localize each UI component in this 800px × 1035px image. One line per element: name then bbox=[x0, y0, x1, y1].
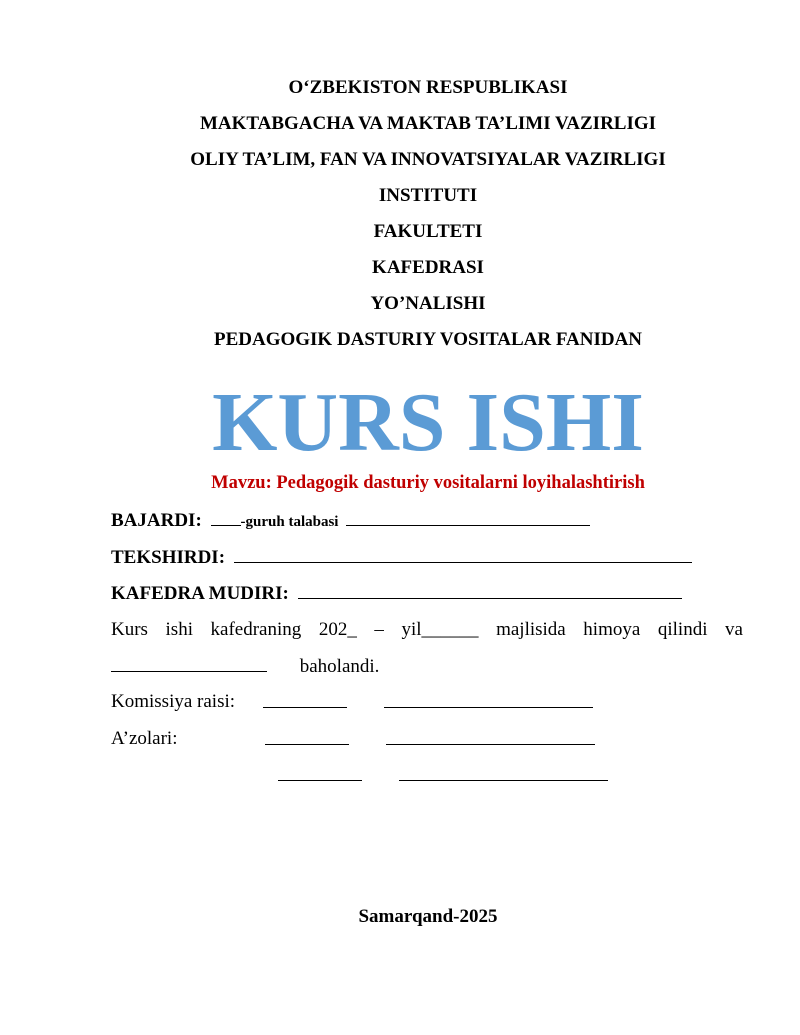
graded-text: baholandi. bbox=[299, 656, 380, 677]
defense-word: 202_ bbox=[318, 619, 357, 640]
header-ministry-preschool: MAKTABGACHA VA MAKTAB TA’LIMI VAZIRLIGI bbox=[199, 113, 657, 134]
member2-signature-blank bbox=[278, 763, 362, 781]
bajardi-row bbox=[111, 508, 590, 534]
defense-word: kafedraning bbox=[210, 619, 302, 640]
department-head-blank bbox=[298, 581, 682, 599]
place-and-year: Samarqand-2025 bbox=[358, 906, 498, 927]
topic-line: Mavzu: Pedagogik dasturiy vositalarni loyihalashtirish bbox=[211, 473, 645, 493]
tekshirdi-row bbox=[111, 545, 692, 570]
defense-word: majlisida bbox=[496, 619, 566, 640]
header-direction: YO’NALISHI bbox=[370, 293, 486, 314]
mudir-label: KAFEDRA MUDIRI: bbox=[111, 583, 289, 604]
chair-signature-blank bbox=[263, 690, 347, 708]
chair-name-blank bbox=[384, 690, 593, 708]
mudir-row bbox=[111, 581, 682, 606]
members-label: A’zolari: bbox=[111, 728, 178, 749]
grade-blank bbox=[111, 654, 267, 672]
defense-word: va bbox=[725, 619, 743, 640]
committee-chair-label: Komissiya raisi: bbox=[111, 691, 236, 712]
defense-word: – bbox=[374, 619, 384, 640]
member1-name-blank bbox=[386, 727, 595, 745]
member2-name-blank bbox=[399, 763, 608, 781]
header-faculty: FAKULTETI bbox=[373, 221, 483, 242]
defense-line-1 bbox=[111, 618, 743, 642]
member1-signature-blank bbox=[265, 727, 349, 745]
document-title: KURS ISHI bbox=[212, 376, 644, 469]
group-student-label: -guruh talabasi bbox=[240, 514, 339, 530]
defense-word: Kurs bbox=[111, 619, 148, 640]
tekshirdi-label: TEKSHIRDI: bbox=[111, 547, 226, 568]
header-ministry-higher-education: OLIY TA’LIM, FAN VA INNOVATSIYALAR VAZIRLIGI bbox=[190, 149, 666, 170]
header-department: KAFEDRASI bbox=[372, 257, 484, 278]
defense-line-2 bbox=[111, 654, 379, 679]
student-name-blank bbox=[346, 508, 590, 526]
group-number-blank bbox=[211, 508, 241, 526]
defense-word: himoya bbox=[583, 619, 641, 640]
header-institute: INSTITUTI bbox=[378, 185, 478, 206]
header-republic: O‘ZBEKISTON RESPUBLIKASI bbox=[288, 77, 568, 98]
defense-word: ishi bbox=[165, 619, 193, 640]
defense-word: yil______ bbox=[401, 619, 479, 640]
bajardi-label: BAJARDI: bbox=[111, 510, 202, 531]
header-subject: PEDAGOGIK DASTURIY VOSITALAR FANIDAN bbox=[213, 329, 643, 350]
defense-word: qilindi bbox=[657, 619, 708, 640]
reviewer-blank bbox=[234, 545, 692, 563]
